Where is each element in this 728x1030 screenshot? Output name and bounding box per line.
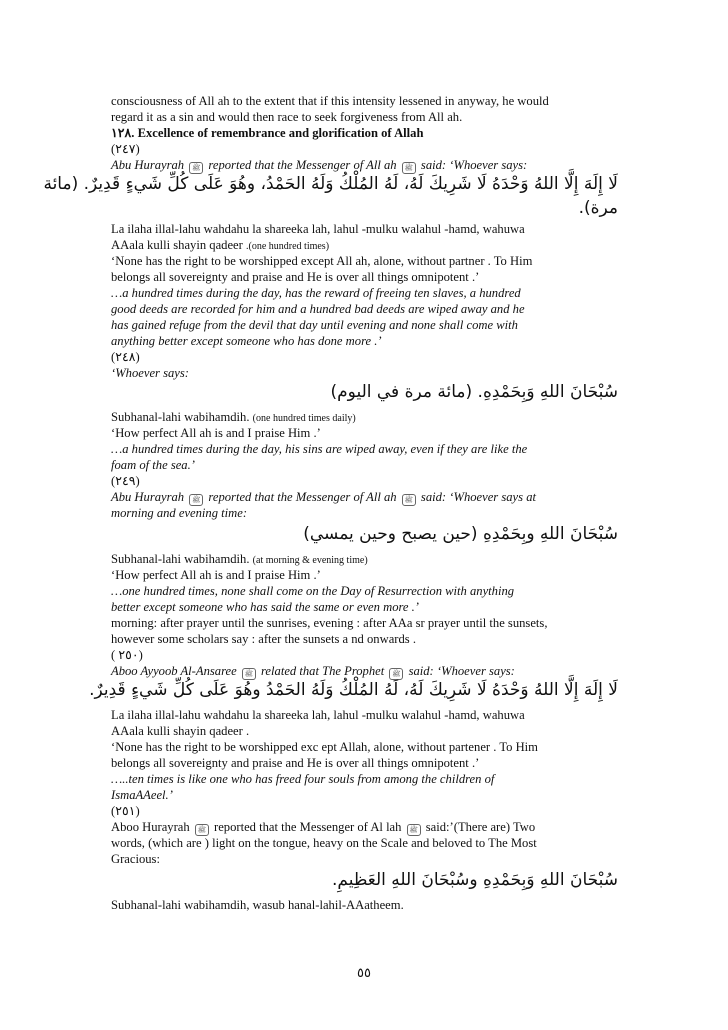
footnote: however some scholars say : after the sunsets a nd onwards . [111,632,416,646]
hadith-number: ( ٢٥٠) [111,648,143,662]
radiya-icon: ﷺ [242,668,256,680]
arabic-line: مرة). [578,198,618,218]
page-number: ٥٥ [357,966,371,981]
salla-icon: ﷺ [402,494,416,506]
section-heading: ١٢٨. Excellence of remembrance and glorification of Allah [111,126,424,140]
text-line: regard it as a sin and would then race to seek forgiveness from All ah. [111,110,463,124]
transliteration: Subhanal-lahi wabihamdih, wasub hanal-lahil-AAatheem. [111,898,404,912]
arabic-line: سُبْحَانَ اللهِ وبِحَمْدِهِ (حين يصبح وحين يمسي) [303,524,618,544]
note: (one hundred times daily) [252,413,356,424]
virtue-text: …a hundred times during the day, his sins are wiped away, even if they are like the [111,442,528,456]
narration-line: morning and evening time: [111,506,248,520]
virtue-text: IsmaAAeel.’ [111,788,173,802]
footnote: morning: after prayer until the sunrises, evening : after AAa sr prayer until the sunsets, [111,616,548,630]
note: .(one hundred times) [246,241,330,252]
translation: belongs all sovereignty and praise and He is over all things omnipotent .’ [111,756,480,770]
virtue-text: …a hundred times during the day, has the reward of freeing ten slaves, a hundred [111,286,521,300]
narrator: Abu Hurayrah [111,158,185,172]
narration-line [111,157,618,174]
hadith-number: (٢٥١) [111,804,140,818]
narration-line [111,819,618,836]
transliteration-text: Subhanal-lahi wabihamdih. [111,552,250,566]
transliteration-text: Subhanal-lahi wabihamdih. [111,410,250,424]
narration-text: reported that the Messenger of All ah [208,158,397,172]
transliteration-text: AAala kulli shayin qadeer [111,238,243,252]
virtue-text: …one hundred times, none shall come on the Day of Resurrection with anything [111,584,515,598]
virtue-text: has gained refuge from the devil that day until evening and none shall come with [111,318,518,332]
virtue-text: good deeds are recorded for him and a hundred bad deeds are wiped away and he [111,302,525,316]
hadith-number: (٢٤٧) [111,142,140,156]
narration-text: said: ‘Whoever says: [420,158,528,172]
transliteration: AAala kulli shayin qadeer . [111,724,250,738]
narration-line [111,663,618,680]
virtue-text: anything better except someone who has done more .’ [111,334,382,348]
arabic-line: لَا إِلَهَ إِلَّا اللهُ وَحْدَهُ لَا شَرِيكَ لَهُ، لَهُ المُلْكُ وَلَهُ الحَمْدُ، وهُوَ عَلَى كُلِّ شَيءٍ قَدِيرٌ. (مائة [43,174,618,194]
narration-text: reported that the Messenger of Al lah [214,820,402,834]
radiya-icon: ﷺ [195,824,209,836]
narrator: Aboo Hurayrah [111,820,190,834]
narration-text: reported that the Messenger of All ah [208,490,397,504]
narration-line: ‘Whoever says: [111,366,189,380]
virtue-text: …..ten times is like one who has freed four souls from among the children of [111,772,495,786]
narrator: Abu Hurayrah [111,490,185,504]
virtue-text: better except someone who has said the same or even more .’ [111,600,419,614]
narrator: Aboo Ayyoob Al-Ansaree [111,664,237,678]
narration-text: related that The Prophet [261,664,385,678]
narration-line [111,489,618,506]
narration-line: words, (which are ) light on the tongue, heavy on the Scale and beloved to The Most [111,836,537,850]
translation: belongs all sovereignty and praise and He is over all things omnipotent .’ [111,270,480,284]
radiya-icon: ﷺ [189,162,203,174]
translation: ‘None has the right to be worshipped exc ept Allah, alone, without partener . To Him [111,740,538,754]
hadith-number: (٢٤٨) [111,350,140,364]
hadith-number: (٢٤٩) [111,474,140,488]
arabic-line: لَا إِلَهَ إِلَّا اللهُ وَحْدَهُ لَا شَرِيكَ لَهُ، لَهُ المُلْكُ وَلَهُ الحَمْدُ وهُوَ عَلَى كُلِّ شَيءٍ قَدِيرٌ. [89,680,618,700]
translation: ‘How perfect All ah is and I praise Him .’ [111,426,321,440]
translation: ‘How perfect All ah is and I praise Him .’ [111,568,321,582]
transliteration: La ilaha illal-lahu wahdahu la shareeka lah, lahul -mulku walahul -hamd, wahuwa [111,222,525,236]
arabic-line: سُبْحَانَ اللهِ وَبِحَمْدِهِ. (مائة مرة في اليوم) [330,382,618,402]
salla-icon: ﷺ [389,668,403,680]
narration-text: said: ‘Whoever says at [420,490,536,504]
narration-text: said: ‘Whoever says: [408,664,515,678]
radiya-icon: ﷺ [189,494,203,506]
translation: ‘None has the right to be worshipped except All ah, alone, without partner . To Him [111,254,533,268]
note: (at morning & evening time) [252,555,368,566]
salla-icon: ﷺ [407,824,421,836]
transliteration: La ilaha illal-lahu wahdahu la shareeka lah, lahul -mulku walahul -hamd, wahuwa [111,708,525,722]
salla-icon: ﷺ [402,162,416,174]
narration-line: Gracious: [111,852,160,866]
arabic-line: سُبْحَانَ اللهِ وَبِحَمْدِهِ وسُبْحَانَ اللهِ العَظِيمِ. [331,870,618,890]
text-line: consciousness of All ah to the extent that if this intensity lessened in anyway, he would [111,94,549,108]
narration-text: said:’(There are) Two [425,820,536,834]
virtue-text: foam of the sea.’ [111,458,195,472]
